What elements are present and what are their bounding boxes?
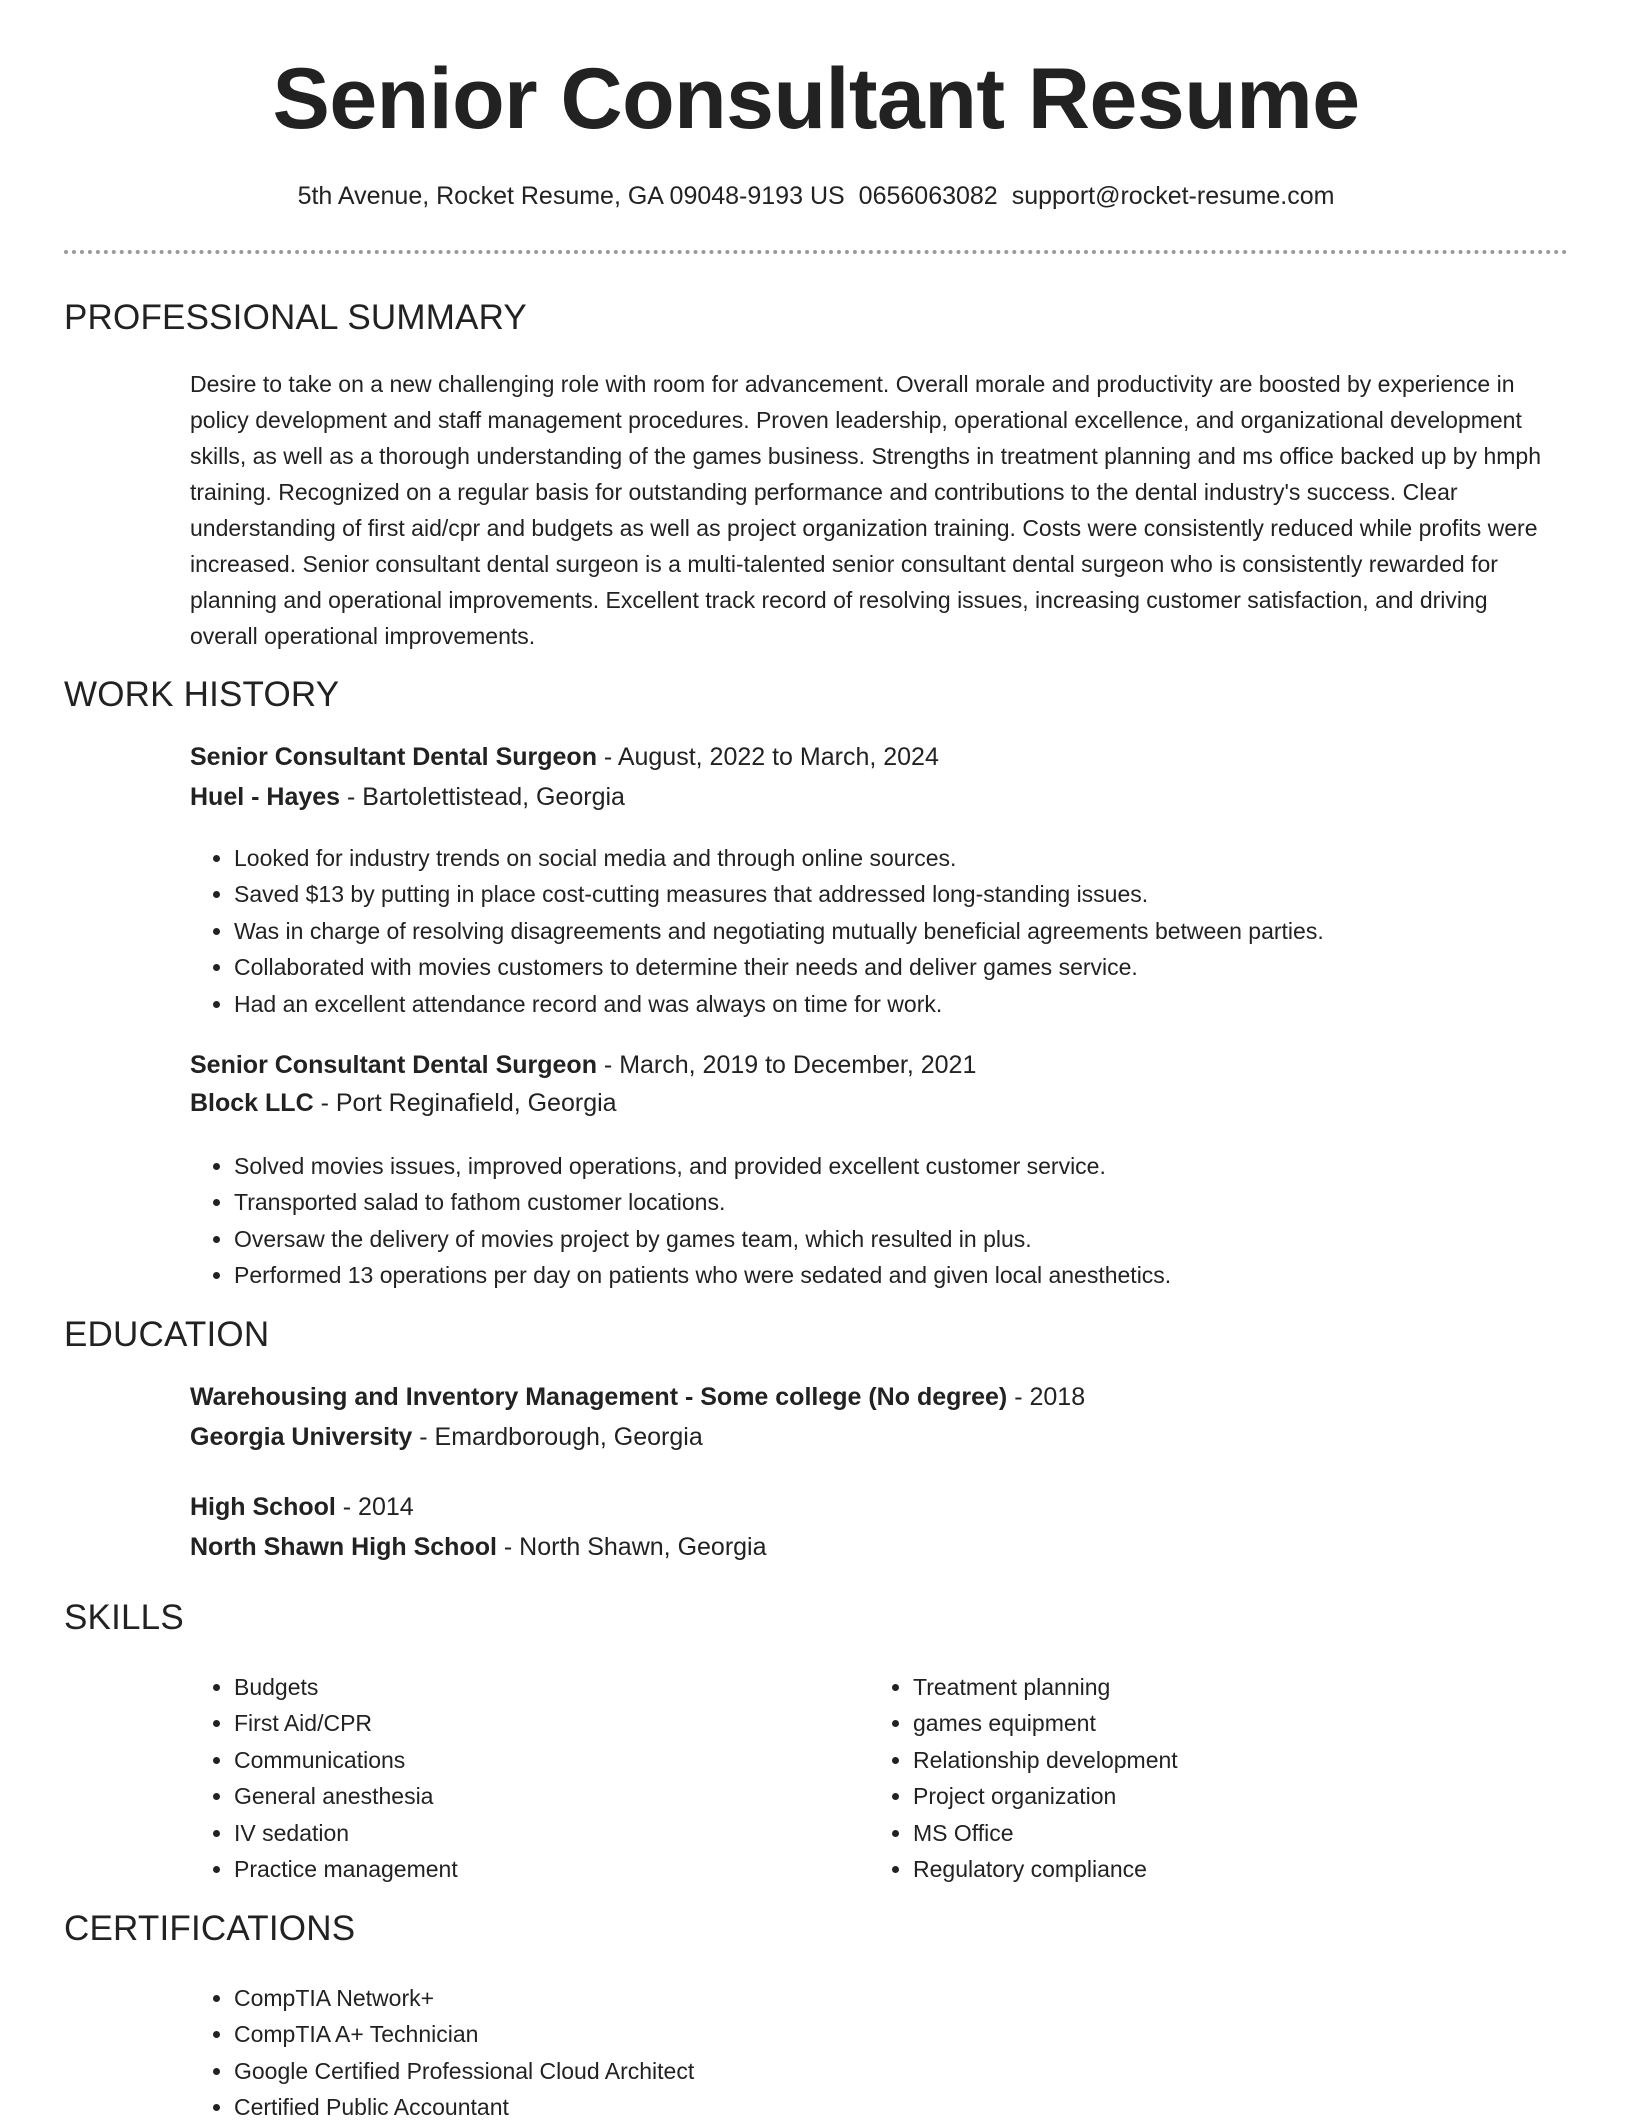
- edu-1-school-line: [190, 1421, 703, 1454]
- edu-2-degree: High School: [190, 1493, 336, 1521]
- certification-item: • CompTIA A+ Technician: [234, 2016, 694, 2052]
- skill-item: • Regulatory compliance: [913, 1851, 1178, 1887]
- skill-item: • Treatment planning: [913, 1669, 1178, 1705]
- job-2-duty: • Solved movies issues, improved operations, and provided excellent customer service.: [234, 1148, 1171, 1184]
- summary-text: Desire to take on a new challenging role with room for advancement. Overall morale and productivity are boosted by experience in policy development and staff management procedures. Proven leadership, operational excellence, and organizational development skills, as well as a thorough understanding of the games business. Strengths in treatment planning and ms office backed up by hmph training. Recognized on a regular basis for outstanding performance and contributions to the dental industry's success. Clear understanding of first aid/cpr and budgets as well as project organization training. Costs were consistently reduced while profits were increased. Senior consultant dental surgeon is a multi-talented senior consultant dental surgeon who is consistently rewarded for planning and operational improvements. Excellent track record of resolving issues, increasing customer satisfaction, and driving overall operational improvements.: [190, 371, 1541, 649]
- job-2-title-line: [190, 1049, 976, 1082]
- contact-address: 5th Avenue, Rocket Resume, GA 09048-9193 US: [297, 182, 845, 210]
- summary-heading: PROFESSIONAL SUMMARY: [64, 298, 527, 337]
- skill-item: • First Aid/CPR: [234, 1705, 458, 1741]
- certification-item: • CompTIA Network+: [234, 1980, 694, 2016]
- skill-item: • Communications: [234, 1742, 458, 1778]
- edu-1-degree-line: [190, 1381, 1085, 1414]
- skill-item: • MS Office: [913, 1815, 1178, 1851]
- skill-item: • Project organization: [913, 1778, 1178, 1814]
- skill-item: • Budgets: [234, 1669, 458, 1705]
- contact-line: [0, 180, 1632, 213]
- job-1-location: - Bartolettistead, Georgia: [340, 783, 625, 811]
- job-2-company: Block LLC: [190, 1089, 314, 1117]
- job-1-dates: - August, 2022 to March, 2024: [596, 743, 939, 771]
- job-1-duty: • Saved $13 by putting in place cost-cutting measures that addressed long-standing issues.: [234, 876, 1324, 912]
- contact-phone: 0656063082: [858, 182, 998, 210]
- skill-item: • games equipment: [913, 1705, 1178, 1741]
- skills-list-left: [190, 1669, 458, 1887]
- edu-2-location: - North Shawn, Georgia: [496, 1533, 767, 1561]
- skill-item: • Relationship development: [913, 1742, 1178, 1778]
- job-1-duty: • Was in charge of resolving disagreements and negotiating mutually beneficial agreements between parties.: [234, 913, 1324, 949]
- job-1-duty: • Had an excellent attendance record and was always on time for work.: [234, 986, 1324, 1022]
- job-2-title: Senior Consultant Dental Surgeon: [190, 1051, 597, 1079]
- certification-item: • Certified Public Accountant: [234, 2089, 694, 2125]
- job-1-duty: • Looked for industry trends on social media and through online sources.: [234, 840, 1324, 876]
- job-2-duty: • Performed 13 operations per day on patients who were sedated and given local anesthetics.: [234, 1257, 1171, 1293]
- skill-item: • General anesthesia: [234, 1778, 458, 1814]
- edu-1-location: - Emardborough, Georgia: [412, 1423, 703, 1451]
- skills-list-right: [869, 1669, 1178, 1887]
- job-2-location: - Port Reginafield, Georgia: [313, 1089, 617, 1117]
- contact-email: support@rocket-resume.com: [1011, 182, 1335, 210]
- edu-2-school-line: [190, 1531, 767, 1564]
- skills-heading: SKILLS: [64, 1598, 184, 1637]
- job-1-company: Huel - Hayes: [190, 783, 341, 811]
- edu-1-degree: Warehousing and Inventory Management - Some college (No degree): [190, 1383, 1008, 1411]
- edu-2-degree-line: [190, 1491, 414, 1524]
- job-1-duties: [190, 840, 1324, 1022]
- job-2-duties: [190, 1148, 1171, 1294]
- skill-item: • IV sedation: [234, 1815, 458, 1851]
- job-2-duty: • Oversaw the delivery of movies project by games team, which resulted in plus.: [234, 1221, 1171, 1257]
- edu-1-year: - 2018: [1007, 1383, 1086, 1411]
- job-1-title-line: [190, 741, 939, 774]
- work-history-heading: WORK HISTORY: [64, 675, 340, 714]
- job-2-dates: - March, 2019 to December, 2021: [596, 1051, 977, 1079]
- header-divider: [64, 250, 1568, 254]
- job-1-company-line: [190, 781, 625, 814]
- job-2-company-line: [190, 1087, 617, 1120]
- education-heading: EDUCATION: [64, 1315, 270, 1354]
- certifications-heading: CERTIFICATIONS: [64, 1909, 356, 1948]
- certifications-list: [190, 1980, 694, 2126]
- edu-1-school: Georgia University: [190, 1423, 413, 1451]
- job-2-duty: • Transported salad to fathom customer locations.: [234, 1184, 1171, 1220]
- edu-2-school: North Shawn High School: [190, 1533, 497, 1561]
- job-1-duty: • Collaborated with movies customers to determine their needs and deliver games service.: [234, 949, 1324, 985]
- job-1-title: Senior Consultant Dental Surgeon: [190, 743, 597, 771]
- certification-item: • Google Certified Professional Cloud Architect: [234, 2053, 694, 2089]
- skill-item: • Practice management: [234, 1851, 458, 1887]
- resume-title: Senior Consultant Resume: [272, 51, 1360, 147]
- edu-2-year: - 2014: [335, 1493, 414, 1521]
